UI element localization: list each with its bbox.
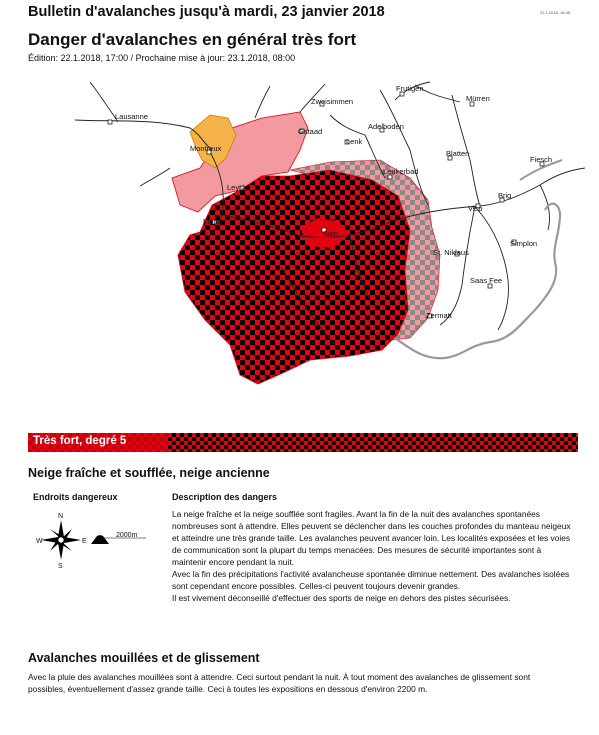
danger-description: [172, 508, 574, 604]
compass-north: N: [58, 513, 64, 520]
label-monthey: Mont: [203, 217, 220, 226]
label-brig: Brig: [498, 191, 512, 200]
label-adelboden: Adelboden: [368, 122, 404, 131]
elevation-threshold: 2000m: [116, 532, 138, 539]
label-gstaad: Gstaad: [298, 127, 323, 136]
label-leysin: Leysin: [227, 183, 249, 192]
label-leukerbad: Leukerbad: [383, 167, 419, 176]
description-paragraph: Il est vivement déconseillé d'effectuer des sports de neige en dehors des pistes sécurisées.: [172, 593, 511, 603]
compass-east: E: [82, 538, 87, 545]
description-paragraph: La neige fraîche et la neige soufflée sont fragiles. Avant la fin de la nuit des avalanches spontanées nombreuses sont à attendre. Elles peuvent se déclencher dans les couches profondes du manteau neigeux et atteindre une très grande taille. Les avalanches peuvent avancer loin. Les localités exposées et les voies de communication sont la plupart du temps menacées. Des mesures de sécurité importantes sont à maintenir encore pendant la nuit.: [172, 509, 571, 567]
compass-rose-icon: [41, 520, 81, 560]
bulletin-header-title: Bulletin d'avalanches jusqu'à mardi, 23 janvier 2018: [28, 4, 385, 20]
compass-west: W: [36, 538, 43, 545]
danger-level-label: Très fort, degré 5: [33, 435, 127, 447]
label-blatten: Blatten: [446, 149, 470, 158]
print-timestamp: 22.1.2018, 16:45: [540, 10, 571, 15]
danger-description-heading: Description des dangers: [172, 492, 278, 502]
label-zermatt: Zermatt: [426, 311, 452, 320]
label-simplon: Simplon: [510, 239, 538, 248]
label-saasfee: Saas Fee: [470, 276, 503, 285]
dangerous-places-heading: Endroits dangereux: [33, 492, 118, 502]
problem-title: Neige fraîche et soufflée, neige ancienne: [28, 466, 270, 480]
label-fiesch: Fiesch: [530, 155, 553, 164]
label-muerren: Mürren: [466, 94, 490, 103]
label-frutigen: Frutigen: [396, 84, 424, 93]
label-stniklaus: St. Niklaus: [433, 248, 469, 257]
zone-very-high: [178, 170, 410, 384]
label-visp: Visp: [468, 204, 483, 213]
label-montreux: Montreux: [190, 144, 222, 153]
label-sion: Sion: [323, 229, 339, 238]
report-title: Danger d'avalanches en général très fort: [28, 30, 357, 49]
wet-avalanche-text: Avec la pluie des avalanches mouillées sont à attendre. Ceci surtout pendant la nuit. À tout moment des avalanches de glissement sont possibles, éventuellement d'assez grande taille. Ceci à toutes les expositions en dessous d'environ 2200 m.: [28, 672, 531, 694]
compass-south: S: [58, 563, 63, 570]
description-paragraph: Avec la fin des précipitations l'activité avalancheuse spontanée diminue nettement. Des avalanches isolées sont cependant encore possibles. Celles-ci peuvent toujours devenir grandes.: [172, 569, 570, 591]
marker-lausanne: [108, 120, 112, 124]
aspect-compass: [36, 510, 186, 570]
edition-info: Édition: 22.1.2018, 17:00 / Prochaine mise à jour: 23.1.2018, 08:00: [28, 53, 296, 63]
label-zweisimmen: Zweisimmen: [311, 97, 354, 106]
danger-map: [28, 75, 599, 430]
label-lenk: Lenk: [346, 137, 363, 146]
label-lausanne: Lausanne: [115, 112, 148, 121]
wet-avalanche-title: Avalanches mouillées et de glissement: [28, 651, 260, 665]
